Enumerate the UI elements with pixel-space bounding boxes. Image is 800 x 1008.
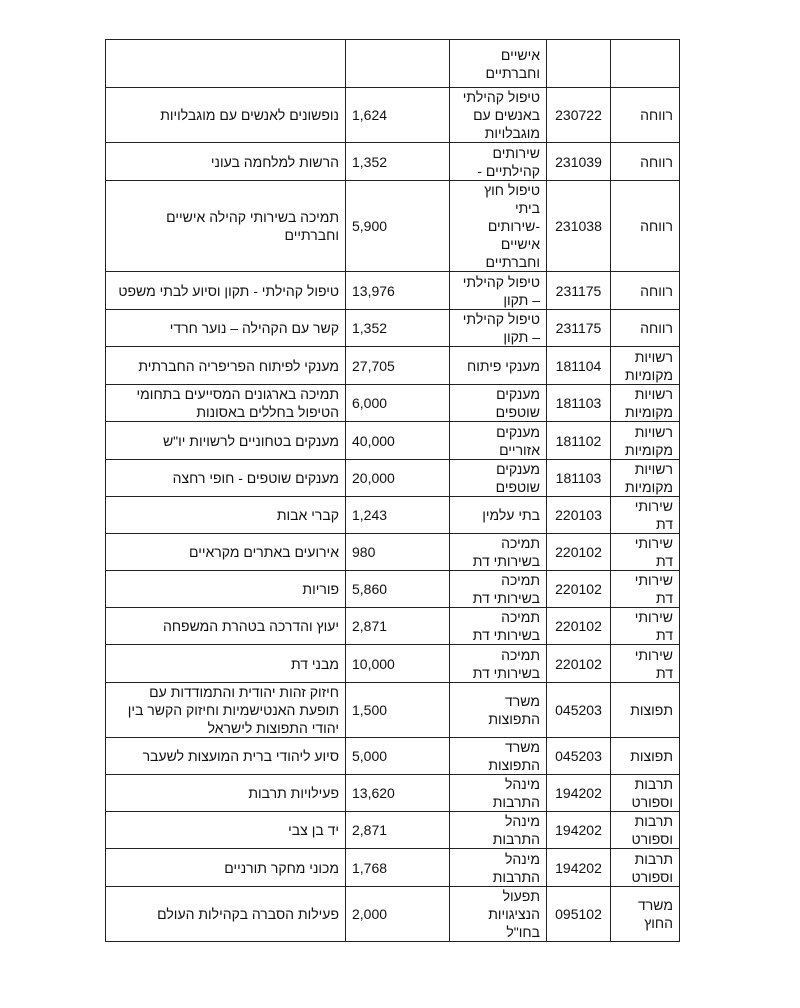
- amount-cell: [346, 40, 450, 88]
- program-cell: [450, 40, 547, 88]
- program-cell-line: מענקים: [496, 461, 540, 477]
- description-cell: [106, 272, 346, 310]
- ministry-cell-line: שירותי: [634, 535, 673, 551]
- program-cell-line: שירותים: [492, 144, 540, 161]
- amount-cell: 10,000: [346, 645, 450, 683]
- amount-cell: 1,768: [346, 849, 450, 887]
- budget-code-cell: 220102: [547, 571, 611, 608]
- amount-cell: 2,871: [346, 608, 450, 645]
- ministry-cell-line: רשויות: [634, 423, 673, 440]
- program-cell-line: אישיים: [500, 236, 540, 252]
- ministry-cell-line: תרבות: [634, 813, 673, 829]
- description-cell-line: קברי אבות: [276, 507, 339, 523]
- ministry-cell: [611, 849, 680, 887]
- table-row: [106, 181, 680, 272]
- budget-code-cell: 194202: [547, 775, 611, 812]
- description-cell: [106, 571, 346, 608]
- program-cell-line: בשירותי דת: [472, 664, 540, 681]
- ministry-cell-line: מקומיות: [625, 366, 673, 383]
- amount-cell: 1,352: [346, 143, 450, 181]
- program-cell-line: תמיכה: [501, 535, 540, 551]
- budget-code-cell: 231039: [547, 143, 611, 181]
- budget-code-cell: 181103: [547, 385, 611, 422]
- ministry-cell: [611, 571, 680, 608]
- description-cell-line: הטיפול בחללים באסונות: [196, 404, 339, 420]
- program-cell: [450, 738, 547, 775]
- ministry-cell-line: דת: [655, 664, 673, 681]
- description-cell: [106, 812, 346, 849]
- description-cell: [106, 422, 346, 460]
- description-cell-line: פעילויות תרבות: [248, 785, 339, 801]
- budget-code-cell: 231038: [547, 181, 611, 272]
- ministry-cell-line: וספורט: [631, 794, 673, 810]
- ministry-cell: רווחה: [611, 272, 680, 310]
- ministry-cell-line: שירותי: [634, 609, 673, 625]
- ministry-cell-line: רשויות: [634, 348, 673, 365]
- program-cell-line: – תקון: [503, 329, 540, 345]
- program-cell: [450, 849, 547, 887]
- program-cell-line: תמיכה: [501, 646, 540, 663]
- program-cell-line: מענקים: [496, 423, 540, 440]
- ministry-cell: [611, 497, 680, 534]
- description-cell-line: יד בן צבי: [288, 822, 339, 838]
- program-cell: [450, 534, 547, 571]
- program-cell-line: תפעול: [502, 888, 540, 904]
- budget-code-cell: 231175: [547, 310, 611, 347]
- description-cell: [106, 683, 346, 738]
- description-cell-line: מכוני מחקר תורניים: [224, 859, 339, 876]
- program-cell-line: התרבות: [492, 794, 540, 810]
- ministry-cell: רווחה: [611, 181, 680, 272]
- ministry-cell-line: מקומיות: [625, 441, 673, 458]
- program-cell-line: וחברתיים: [485, 64, 540, 81]
- program-cell-line: באנשים עם: [473, 107, 540, 123]
- description-cell: [106, 738, 346, 775]
- program-cell: [450, 385, 547, 422]
- budget-table-body: [106, 40, 680, 942]
- ministry-cell-line: דת: [655, 627, 673, 643]
- amount-cell: 980: [346, 534, 450, 571]
- ministry-cell: [611, 775, 680, 812]
- table-row: [106, 88, 680, 143]
- program-cell-line: קהילתיים -: [477, 162, 540, 179]
- ministry-cell: [611, 812, 680, 849]
- description-cell-line: תמיכה בשירותי קהילה אישיים: [166, 209, 339, 225]
- amount-cell: 20,000: [346, 460, 450, 497]
- program-cell: [450, 88, 547, 143]
- ministry-cell: [611, 347, 680, 385]
- description-cell: [106, 534, 346, 571]
- description-cell: [106, 497, 346, 534]
- table-row: [106, 683, 680, 738]
- description-cell: [106, 645, 346, 683]
- description-cell: [106, 775, 346, 812]
- budget-code-cell: 181103: [547, 460, 611, 497]
- description-cell: [106, 849, 346, 887]
- description-cell: [106, 143, 346, 181]
- description-cell-line: הרשות למלחמה בעוני: [210, 153, 339, 170]
- ministry-cell-line: תרבות: [634, 850, 673, 867]
- program-cell: [450, 887, 547, 942]
- ministry-cell-line: החוץ: [644, 915, 673, 931]
- description-cell-line: אירועים באתרים מקראיים: [189, 544, 339, 560]
- program-cell: [450, 143, 547, 181]
- budget-code-cell: 095102: [547, 887, 611, 942]
- program-cell: [450, 460, 547, 497]
- ministry-cell: רווחה: [611, 310, 680, 347]
- ministry-cell: תפוצות: [611, 738, 680, 775]
- table-row: [106, 347, 680, 385]
- description-cell: [106, 347, 346, 385]
- table-row: [106, 738, 680, 775]
- amount-cell: 5,900: [346, 181, 450, 272]
- program-cell: [450, 812, 547, 849]
- description-cell-line: פוריות: [302, 581, 339, 597]
- amount-cell: 1,352: [346, 310, 450, 347]
- program-cell-line: הנציגויות: [488, 906, 540, 922]
- ministry-cell: תפוצות: [611, 683, 680, 738]
- description-cell: [106, 181, 346, 272]
- table-row: [106, 40, 680, 88]
- program-cell: [450, 645, 547, 683]
- program-cell-line: מינהל: [505, 776, 540, 792]
- ministry-cell-line: משרד: [638, 897, 673, 913]
- ministry-cell: רווחה: [611, 143, 680, 181]
- program-cell-line: אישיים: [500, 46, 540, 63]
- ministry-cell-line: מקומיות: [625, 479, 673, 495]
- program-cell-line: בשירותי דת: [472, 553, 540, 569]
- description-cell-line: פעילות הסברה בקהילות העולם: [157, 906, 339, 922]
- description-cell: [106, 460, 346, 497]
- program-cell-line: וחברתיים: [485, 254, 540, 270]
- ministry-cell-line: רשויות: [634, 386, 673, 402]
- table-row: [106, 812, 680, 849]
- ministry-cell-line: דת: [655, 516, 673, 532]
- program-cell-line: -שירותים: [487, 218, 540, 234]
- description-cell-line: חיזוק זהות יהודית והתמודדות עם: [149, 684, 339, 700]
- budget-code-cell: 220102: [547, 608, 611, 645]
- program-cell-line: – תקון: [503, 291, 540, 308]
- budget-code-cell: [547, 40, 611, 88]
- program-cell-line: בחו"ל: [506, 924, 540, 940]
- ministry-cell: [611, 887, 680, 942]
- budget-code-cell: 220103: [547, 497, 611, 534]
- program-cell: [450, 181, 547, 272]
- amount-cell: 13,976: [346, 272, 450, 310]
- description-cell-line: נופשונים לאנשים עם מוגבלויות: [160, 107, 339, 123]
- program-cell-line: התרבות: [492, 831, 540, 847]
- table-row: [106, 143, 680, 181]
- program-cell-line: תמיכה: [501, 609, 540, 625]
- ministry-cell: [611, 40, 680, 88]
- ministry-cell: [611, 385, 680, 422]
- budget-code-cell: 194202: [547, 812, 611, 849]
- table-row: [106, 645, 680, 683]
- program-cell: [450, 497, 547, 534]
- table-row: [106, 608, 680, 645]
- program-cell-line: התרבות: [492, 868, 540, 885]
- table-row: [106, 849, 680, 887]
- program-cell: [450, 571, 547, 608]
- description-cell: [106, 608, 346, 645]
- ministry-cell-line: רשויות: [634, 461, 673, 477]
- description-cell: [106, 88, 346, 143]
- budget-code-cell: 231175: [547, 272, 611, 310]
- ministry-cell-line: וספורט: [631, 868, 673, 885]
- description-cell-line: מענקים בטחוניים לרשויות יו"ש: [162, 432, 339, 449]
- amount-cell: 6,000: [346, 385, 450, 422]
- description-cell: [106, 887, 346, 942]
- table-row: [106, 571, 680, 608]
- ministry-cell: רווחה: [611, 88, 680, 143]
- ministry-cell: [611, 645, 680, 683]
- table-row: [106, 422, 680, 460]
- ministry-cell-line: מקומיות: [625, 404, 673, 420]
- ministry-cell: [611, 422, 680, 460]
- description-cell-line: מבני דת: [291, 655, 339, 672]
- ministry-cell: [611, 534, 680, 571]
- description-cell-line: קשר עם הקהילה – נוער חרדי: [169, 320, 339, 336]
- amount-cell: 13,620: [346, 775, 450, 812]
- program-cell-line: בתי עלמין: [482, 507, 540, 523]
- program-cell-line: מינהל: [505, 813, 540, 829]
- amount-cell: 1,500: [346, 683, 450, 738]
- program-cell: [450, 608, 547, 645]
- description-cell: [106, 40, 346, 88]
- description-cell-line: סיוע ליהודי ברית המועצות לשעבר: [142, 748, 339, 764]
- amount-cell: 5,000: [346, 738, 450, 775]
- description-cell-line: תמיכה בארגונים המסייעים בתחומי: [136, 386, 339, 402]
- amount-cell: 2,000: [346, 887, 450, 942]
- ministry-cell-line: תרבות: [634, 776, 673, 792]
- program-cell: [450, 683, 547, 738]
- description-cell: [106, 385, 346, 422]
- ministry-cell-line: וספורט: [631, 831, 673, 847]
- table-row: [106, 534, 680, 571]
- description-cell-line: תופעת האנטישמיות וחיזוק הקשר בין: [127, 702, 339, 718]
- program-cell-line: מענקי פיתוח: [466, 357, 540, 374]
- ministry-cell-line: שירותי: [634, 646, 673, 663]
- budget-code-cell: 045203: [547, 683, 611, 738]
- program-cell-line: מענקים: [496, 386, 540, 402]
- table-row: [106, 460, 680, 497]
- table-row: [106, 497, 680, 534]
- amount-cell: 2,871: [346, 812, 450, 849]
- description-cell-line: מענקים שוטפים - חופי רחצה: [172, 470, 339, 486]
- program-cell-line: משרד: [505, 739, 540, 755]
- table-row: [106, 775, 680, 812]
- program-cell: [450, 310, 547, 347]
- program-cell-line: התפוצות: [488, 757, 540, 773]
- ministry-cell: [611, 608, 680, 645]
- budget-code-cell: 230722: [547, 88, 611, 143]
- program-cell-line: בשירותי דת: [472, 627, 540, 643]
- program-cell: [450, 272, 547, 310]
- program-cell-line: התפוצות: [488, 711, 540, 727]
- program-cell-line: מינהל: [505, 850, 540, 867]
- program-cell-line: אזוריים: [499, 441, 540, 458]
- description-cell-line: טיפול קהילתי - תקון וסיוע לבתי משפט: [118, 282, 339, 299]
- program-cell-line: שוטפים: [495, 479, 540, 495]
- program-cell-line: טיפול קהילתי: [462, 273, 540, 290]
- description-cell-line: יעוץ והדרכה בטהרת המשפחה: [162, 618, 339, 634]
- program-cell-line: ביתי: [514, 200, 540, 216]
- program-cell: [450, 775, 547, 812]
- amount-cell: 1,243: [346, 497, 450, 534]
- amount-cell: 27,705: [346, 347, 450, 385]
- program-cell-line: מוגבלויות: [484, 125, 540, 141]
- ministry-cell-line: דת: [655, 553, 673, 569]
- program-cell-line: טיפול קהילתי: [462, 89, 540, 105]
- program-cell: [450, 422, 547, 460]
- program-cell-line: שוטפים: [495, 404, 540, 420]
- budget-table: [105, 39, 680, 942]
- description-cell-line: מענקי לפיתוח הפריפריה החברתית: [138, 357, 339, 374]
- description-cell-line: יהודי התפוצות לישראל: [207, 720, 339, 736]
- table-row: [106, 272, 680, 310]
- budget-code-cell: 194202: [547, 849, 611, 887]
- ministry-cell-line: שירותי: [634, 572, 673, 588]
- budget-code-cell: 220102: [547, 534, 611, 571]
- amount-cell: 40,000: [346, 422, 450, 460]
- program-cell-line: משרד: [505, 693, 540, 709]
- description-cell: [106, 310, 346, 347]
- program-cell-line: טיפול קהילתי: [462, 311, 540, 327]
- program-cell-line: טיפול חוץ: [484, 182, 540, 198]
- ministry-cell-line: דת: [655, 590, 673, 606]
- budget-code-cell: 045203: [547, 738, 611, 775]
- program-cell-line: בשירותי דת: [472, 590, 540, 606]
- budget-code-cell: 220102: [547, 645, 611, 683]
- amount-cell: 5,860: [346, 571, 450, 608]
- program-cell-line: תמיכה: [501, 572, 540, 588]
- table-row: [106, 887, 680, 942]
- ministry-cell-line: שירותי: [634, 498, 673, 514]
- program-cell: [450, 347, 547, 385]
- table-row: [106, 310, 680, 347]
- budget-code-cell: 181104: [547, 347, 611, 385]
- ministry-cell: [611, 460, 680, 497]
- budget-code-cell: 181102: [547, 422, 611, 460]
- description-cell-line: וחברתיים: [284, 227, 339, 243]
- table-row: [106, 385, 680, 422]
- amount-cell: 1,624: [346, 88, 450, 143]
